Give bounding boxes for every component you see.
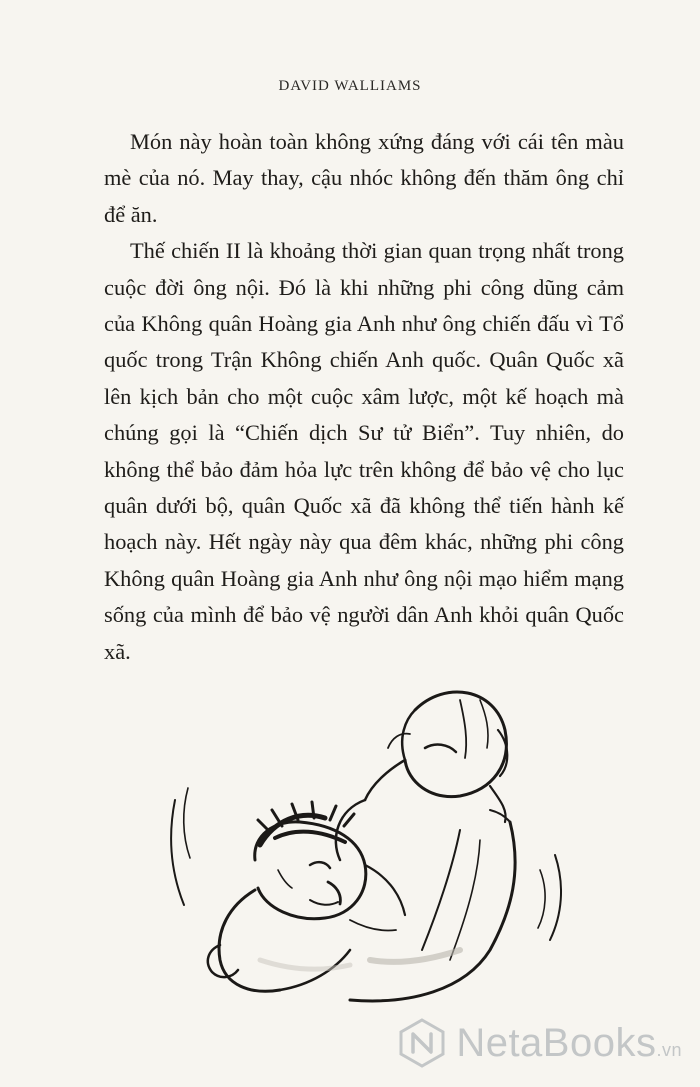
watermark-text: NetaBooks.vn — [456, 1020, 682, 1065]
running-head: DAVID WALLIAMS — [278, 78, 422, 94]
watermark — [396, 1017, 682, 1069]
body-text — [104, 124, 624, 670]
netabooks-logo-icon — [396, 1017, 448, 1069]
paragraph-1: Món này hoàn toàn không xứng đáng với cái tên màu mè của nó. May thay, cậu nhóc không đến thăm ông chỉ để ăn. — [104, 129, 624, 227]
paragraph-2: Thế chiến II là khoảng thời gian quan trọng nhất trong cuộc đời ông nội. Đó là khi những phi công dũng cảm của Không quân Hoàng gia Anh như ông chiến đấu vì Tổ quốc trong Trận Không chiến Anh quốc. Quân Quốc xã lên kịch bản cho một cuộc xâm lược, một kế hoạch mà chúng gọi là “Chiến dịch Sư tử Biển”. Tuy nhiên, do không thể bảo đảm hỏa lực trên không để bảo vệ cho lục quân dưới bộ, quân Quốc xã đã không thể tiến hành kế hoạch này. Hết ngày này qua đêm khác, những phi công Không quân Hoàng gia Anh như ông nội mạo hiểm mạng sống của mình để bảo vệ người dân Anh khỏi quân Quốc xã. — [104, 238, 624, 664]
hug-illustration — [160, 660, 580, 1020]
